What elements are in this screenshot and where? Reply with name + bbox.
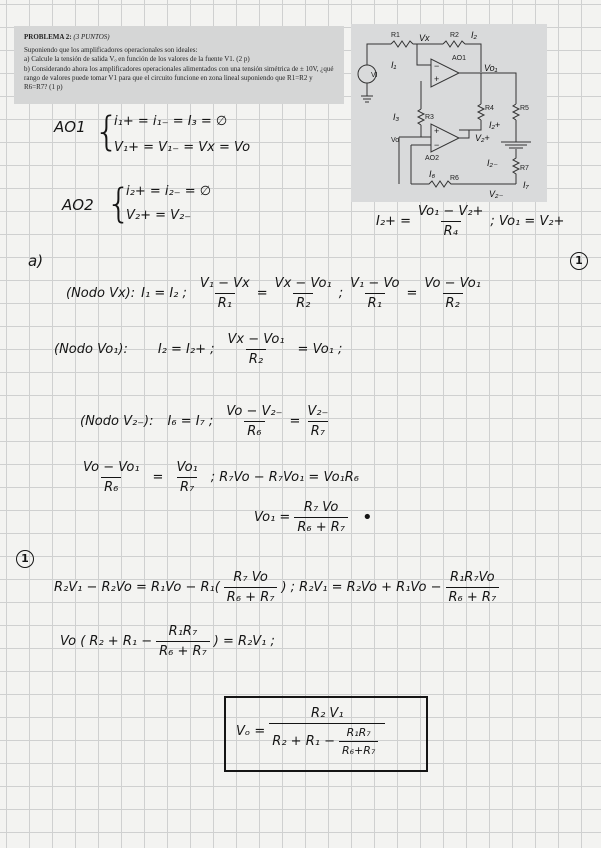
nodo-vo1-row xyxy=(54,332,348,367)
factor-frac xyxy=(156,624,210,659)
problem-points: (3 PUNTOS) xyxy=(73,33,110,41)
factor-den: R₆ + R₇ xyxy=(156,641,210,659)
final-den xyxy=(269,723,385,757)
frac-1 xyxy=(197,276,253,311)
vo1-frac xyxy=(294,500,348,535)
marker-circle-1: 1 xyxy=(570,252,588,270)
label-r3: R3 xyxy=(425,114,434,121)
ao2-brace: { xyxy=(106,181,132,227)
frac-6-num: Vo − V₂₋ xyxy=(226,404,283,419)
final-frac xyxy=(269,706,385,757)
circuit-diagram xyxy=(351,24,547,202)
ao1-minus: − xyxy=(434,61,440,71)
i2plus-rhs: ; Vo₁ = V₂+ xyxy=(490,214,565,229)
i2plus-lhs: I₂+ = xyxy=(376,214,411,229)
i2plus-frac xyxy=(415,204,486,239)
ao2-plus: + xyxy=(434,126,440,136)
substitution-mid: ) ; R₂V₁ = R₂Vo + R₁Vo − xyxy=(281,580,442,595)
marker-circle-2: 1 xyxy=(16,550,34,568)
label-r6: R6 xyxy=(450,175,459,182)
problem-part-a: a) Calcule la tensión de salida Vₒ en función de los valores de la fuente V1. (2 p) xyxy=(24,55,250,64)
frac-5-den: R₂ xyxy=(246,349,266,367)
nodo-vx-row xyxy=(66,276,488,311)
problem-title-text: PROBLEMA 2: xyxy=(24,33,72,41)
ao1-line2: V₁+ = V₁₋ = Vx = Vo xyxy=(114,140,251,155)
frac-3-den: R₁ xyxy=(365,293,385,311)
ao2-line1: i₂+ = i₂₋ = ∅ xyxy=(126,184,212,199)
ao1-plus: + xyxy=(434,74,440,84)
final-num: R₂ V₁ xyxy=(311,706,344,721)
vo1-num: R₇ Vo xyxy=(303,500,339,515)
factor-row xyxy=(60,624,275,659)
final-den-den: R₆+R₇ xyxy=(339,741,378,757)
frac-1-num: V₁ − Vx xyxy=(199,276,250,291)
label-r1: R1 xyxy=(391,32,400,39)
vo1-derivation-row xyxy=(76,460,365,495)
nodo-v2-eq: I₆ = I₇ ; xyxy=(167,414,214,429)
vo1-lhs: Vo₁ = xyxy=(254,510,291,525)
final-den-frac xyxy=(339,726,378,757)
frac-7-den: R₇ xyxy=(308,421,328,439)
ao2-minus: − xyxy=(434,140,440,150)
bullet-dot: • xyxy=(361,507,373,528)
vo1-result-row xyxy=(254,500,373,535)
frac-5-rhs: = Vo₁ ; xyxy=(297,342,343,357)
factor-lhs: Vo ( R₂ + R₁ − xyxy=(60,634,153,649)
frac-6 xyxy=(223,404,285,439)
factor-num: R₁R₇ xyxy=(168,624,198,639)
eq-1: = xyxy=(256,286,268,301)
problem-intro: Suponiendo que los amplificadores operacionales son ideales: xyxy=(24,46,198,55)
frac-8-den: R₆ xyxy=(101,477,121,495)
hand-vx: Vx xyxy=(419,33,430,43)
factor-rhs: ) = R₂V₁ ; xyxy=(213,634,275,649)
substitution-end-frac xyxy=(446,570,500,605)
frac-8 xyxy=(80,460,143,495)
frac-1-den: R₁ xyxy=(215,293,235,311)
i2plus-equation xyxy=(376,204,564,239)
frac-7 xyxy=(304,404,331,439)
frac-4-den: R₂ xyxy=(443,293,463,311)
frac-6-den: R₆ xyxy=(244,421,264,439)
final-lhs: Vₒ = xyxy=(236,724,266,739)
frac-5-num: Vx − Vo₁ xyxy=(227,332,285,347)
substitution-inner-den: R₆ + R₇ xyxy=(224,587,278,605)
substitution-inner-num: R₇ Vo xyxy=(233,570,268,585)
hand-i1: I₁ xyxy=(391,60,397,70)
circuit-svg xyxy=(351,24,547,202)
frac-2-den: R₂ xyxy=(293,293,313,311)
hand-i2plus: I₂+ xyxy=(489,120,501,130)
hand-vo1: Vo₁ xyxy=(484,63,498,73)
substitution-lhs: R₂V₁ − R₂Vo = R₁Vo − R₁( xyxy=(54,580,220,595)
nodo-v2-label: (Nodo V₂₋): xyxy=(80,414,154,429)
semi-1: ; xyxy=(338,286,344,301)
nodo-vx-label: (Nodo Vx): xyxy=(66,286,136,301)
label-r4: R4 xyxy=(485,105,494,112)
ao1-line1: i₁+ = i₁₋ = I₃ = ∅ xyxy=(114,114,228,129)
label-vo: Vo xyxy=(391,137,400,144)
ao1-brace: { xyxy=(94,109,120,155)
substitution-end-num: R₁R₇Vo xyxy=(450,570,495,585)
hand-v2minus: V₂₋ xyxy=(489,189,504,199)
frac-9-num: Vo₁ xyxy=(176,460,198,475)
frac-9 xyxy=(173,460,200,495)
frac-2-num: Vx − Vo₁ xyxy=(274,276,332,291)
nodo-vx-eq: I₁ = I₂ ; xyxy=(141,286,187,301)
vo1-den: R₆ + R₇ xyxy=(294,517,348,535)
frac-3-num: V₁ − Vo xyxy=(350,276,400,291)
eq-2: = xyxy=(406,286,418,301)
eq-4: = xyxy=(152,470,164,485)
final-den-num: R₁R₇ xyxy=(346,726,371,739)
final-den-a: R₂ + R₁ − xyxy=(272,734,335,749)
frac-3 xyxy=(347,276,402,311)
frac-2 xyxy=(272,276,335,311)
label-r7: R7 xyxy=(520,165,529,172)
hand-v2plus: V₂+ xyxy=(475,133,490,143)
frac-4-num: Vo − Vo₁ xyxy=(424,276,481,291)
ao1-label: AO1 xyxy=(54,118,86,136)
label-ao2: AO2 xyxy=(425,155,440,162)
problem-title xyxy=(24,33,334,42)
hand-i2minus: I₂₋ xyxy=(487,158,498,168)
frac-7-num: V₂₋ xyxy=(307,404,329,419)
hand-i6: I₆ xyxy=(429,169,436,179)
eq-3: = xyxy=(289,414,301,429)
label-r2: R2 xyxy=(450,32,459,39)
substitution-end-den: R₆ + R₇ xyxy=(446,587,500,605)
final-result xyxy=(236,706,389,757)
nodo-v2-row xyxy=(80,404,335,439)
final-result-box xyxy=(224,696,428,772)
label-r5: R5 xyxy=(520,105,529,112)
frac-9-rhs: ; R₇Vo − R₇Vo₁ = Vo₁R₆ xyxy=(210,470,359,485)
problem-part-b: b) Considerando ahora los amplificadores operacionales alimentados con una tensión simétrica de ± 10V, ¿qué rango de valores puede tomar V1 para que el circuito funcione en zona lineal suponiendo que R1=R2 y R6=R7? (1 p) xyxy=(24,64,334,92)
i2plus-num: Vo₁ − V₂+ xyxy=(417,204,484,219)
frac-5 xyxy=(225,332,288,367)
nodo-vo1-eq: I₂ = I₂+ ; xyxy=(157,342,215,357)
frac-8-num: Vo − Vo₁ xyxy=(83,460,140,475)
substitution-row xyxy=(54,570,503,605)
problem-statement xyxy=(14,26,344,104)
substitution-inner-frac xyxy=(224,570,278,605)
hand-i7: I₇ xyxy=(523,180,529,190)
hand-i2: I₂ xyxy=(471,30,477,40)
ao2-label: AO2 xyxy=(62,196,94,214)
nodo-vo1-label: (Nodo Vo₁): xyxy=(54,342,128,357)
i2plus-den: R₄ xyxy=(441,221,461,239)
hand-i3: I₃ xyxy=(393,112,400,122)
frac-4 xyxy=(421,276,484,311)
ao2-line2: V₂+ = V₂₋ xyxy=(126,208,192,223)
frac-9-den: R₇ xyxy=(177,477,197,495)
part-a-label: a) xyxy=(28,252,44,270)
label-ao1: AO1 xyxy=(452,55,467,62)
label-v1: VI xyxy=(371,72,378,79)
